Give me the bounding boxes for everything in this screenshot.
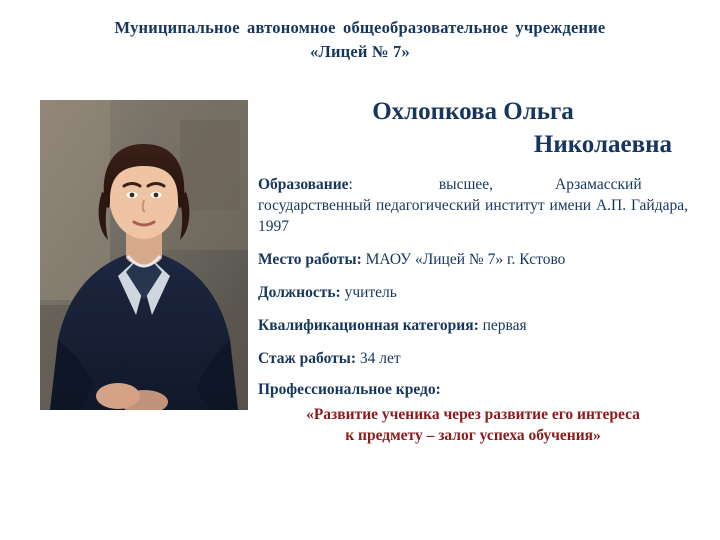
person-name-line2: Николаевна: [533, 130, 672, 158]
position-value: учитель: [344, 283, 397, 301]
education-value-1: высшее,: [438, 176, 494, 193]
education-label: Образование: [258, 176, 349, 193]
education-value-2: Арзамасский: [555, 176, 642, 193]
category-label: Квалификационная категория:: [258, 316, 479, 334]
education-value-rest: государственный педагогический институт имени А.П. Гайдара, 1997: [258, 196, 688, 235]
workplace-label: Место работы:: [258, 250, 362, 268]
slide-title: [48, 16, 672, 64]
credo-text: [258, 405, 688, 447]
credo-line2: к предмету – залог успеха обучения»: [345, 427, 601, 445]
page-title: [258, 96, 688, 161]
category-row: [258, 316, 688, 337]
workplace-value: МАОУ «Лицей № 7» г. Кстово: [365, 250, 566, 268]
credo-label: Профессиональное кредо:: [258, 381, 441, 399]
category-value: первая: [482, 316, 527, 334]
experience-value: 34 лет: [359, 349, 401, 367]
workplace-row: [258, 250, 688, 271]
education-row: Образование: высшее, Арзамасский государственный педагогический институт имени А.П. Гайдара, 1997: [258, 176, 688, 235]
credo-line1: «Развитие ученика через развитие его интереса: [306, 406, 640, 424]
info-panel: [258, 96, 688, 447]
person-name-line1: Охлопкова Ольга: [372, 98, 574, 125]
position-row: [258, 283, 688, 304]
experience-label: Стаж работы:: [258, 349, 356, 367]
portrait-photo: [40, 100, 248, 410]
position-label: Должность:: [258, 283, 341, 301]
school-name-line1: Муниципальное автономное общеобразовательное учреждение: [114, 18, 606, 37]
school-name-line2: «Лицей № 7»: [310, 41, 410, 61]
experience-row: [258, 349, 688, 370]
